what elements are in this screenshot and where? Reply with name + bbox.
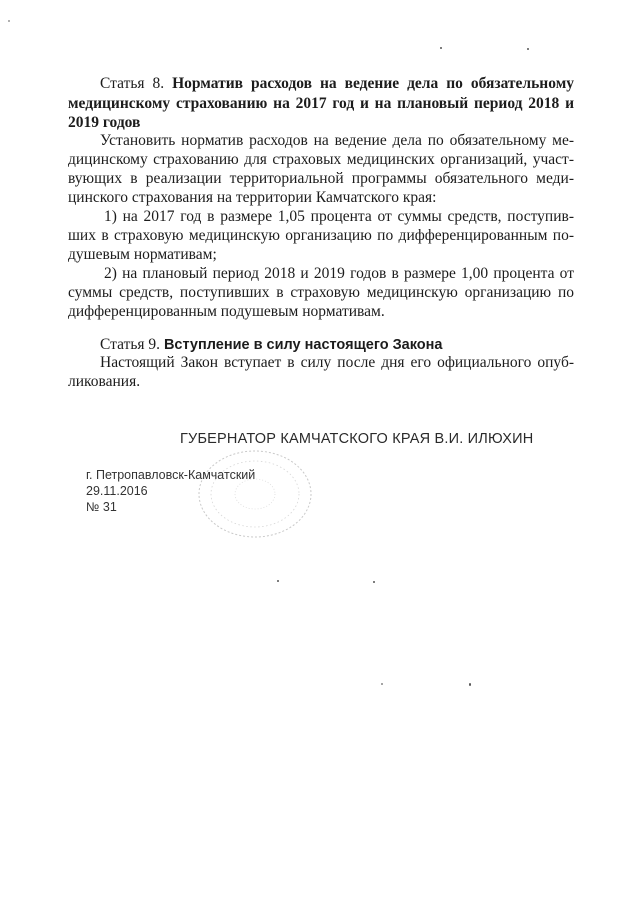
scan-speck	[8, 20, 10, 22]
article8-item2-line-2: суммы средств, поступивших в страховую медицинскую организацию по	[68, 284, 574, 301]
scan-speck	[381, 683, 383, 685]
scan-speck	[469, 683, 471, 686]
scan-speck	[527, 48, 529, 50]
governor-signature: ГУБЕРНАТОР КАМЧАТСКОГО КРАЯ В.И. ИЛЮХИН	[180, 431, 534, 447]
article8-heading-line-2: медицинскому страхованию на 2017 год и на плановый период 2018 и	[68, 95, 574, 112]
article8-number: Статья 8.	[100, 75, 173, 92]
article8-body-line-2: дицинскому страхованию для страховых медицинских организаций, участ-	[68, 151, 574, 168]
article9-body-line-1: Настоящий Закон вступает в силу после дня его официального опуб-	[100, 354, 574, 371]
article8-item2-line-3: дифференцированным подушевым нормативам.	[68, 303, 385, 320]
article8-body-line-1: Установить норматив расходов на ведение дела по обязательному ме-	[100, 132, 574, 149]
article8-item1-line-2: ших в страховую медицинскую организацию по дифференцированным по-	[68, 227, 574, 244]
article9-body-line-2: ликования.	[68, 373, 141, 390]
article9-title: Вступление в силу настоящего Закона	[163, 337, 443, 353]
scan-speck	[373, 581, 375, 583]
article8-item1-line-3: душевым нормативам;	[68, 246, 217, 263]
date: 29.11.2016	[86, 484, 148, 498]
law-number: № 31	[86, 500, 117, 514]
article8-body-line-4: цинского страхования на территории Камчатского края:	[68, 189, 437, 206]
article8-heading-line-3: 2019 годов	[68, 114, 141, 131]
article8-item2-line-1: 2) на плановый период 2018 и 2019 годов в размере 1,00 процента от	[104, 265, 574, 282]
article8-heading-line-1	[68, 74, 574, 94]
scan-speck	[440, 47, 442, 49]
official-seal	[195, 448, 315, 540]
article8-item1-line-1: 1) на 2017 год в размере 1,05 процента от суммы средств, поступив-	[104, 208, 574, 225]
article9-number: Статья 9.	[100, 336, 164, 353]
city: г. Петропавловск-Камчатский	[86, 468, 256, 482]
scan-speck	[277, 580, 279, 582]
article8-body-line-3: вующих в реализации территориальной программы обязательного меди-	[68, 170, 574, 187]
article8-title-part-1: Норматив расходов на ведение дела по обязательному	[172, 75, 574, 92]
